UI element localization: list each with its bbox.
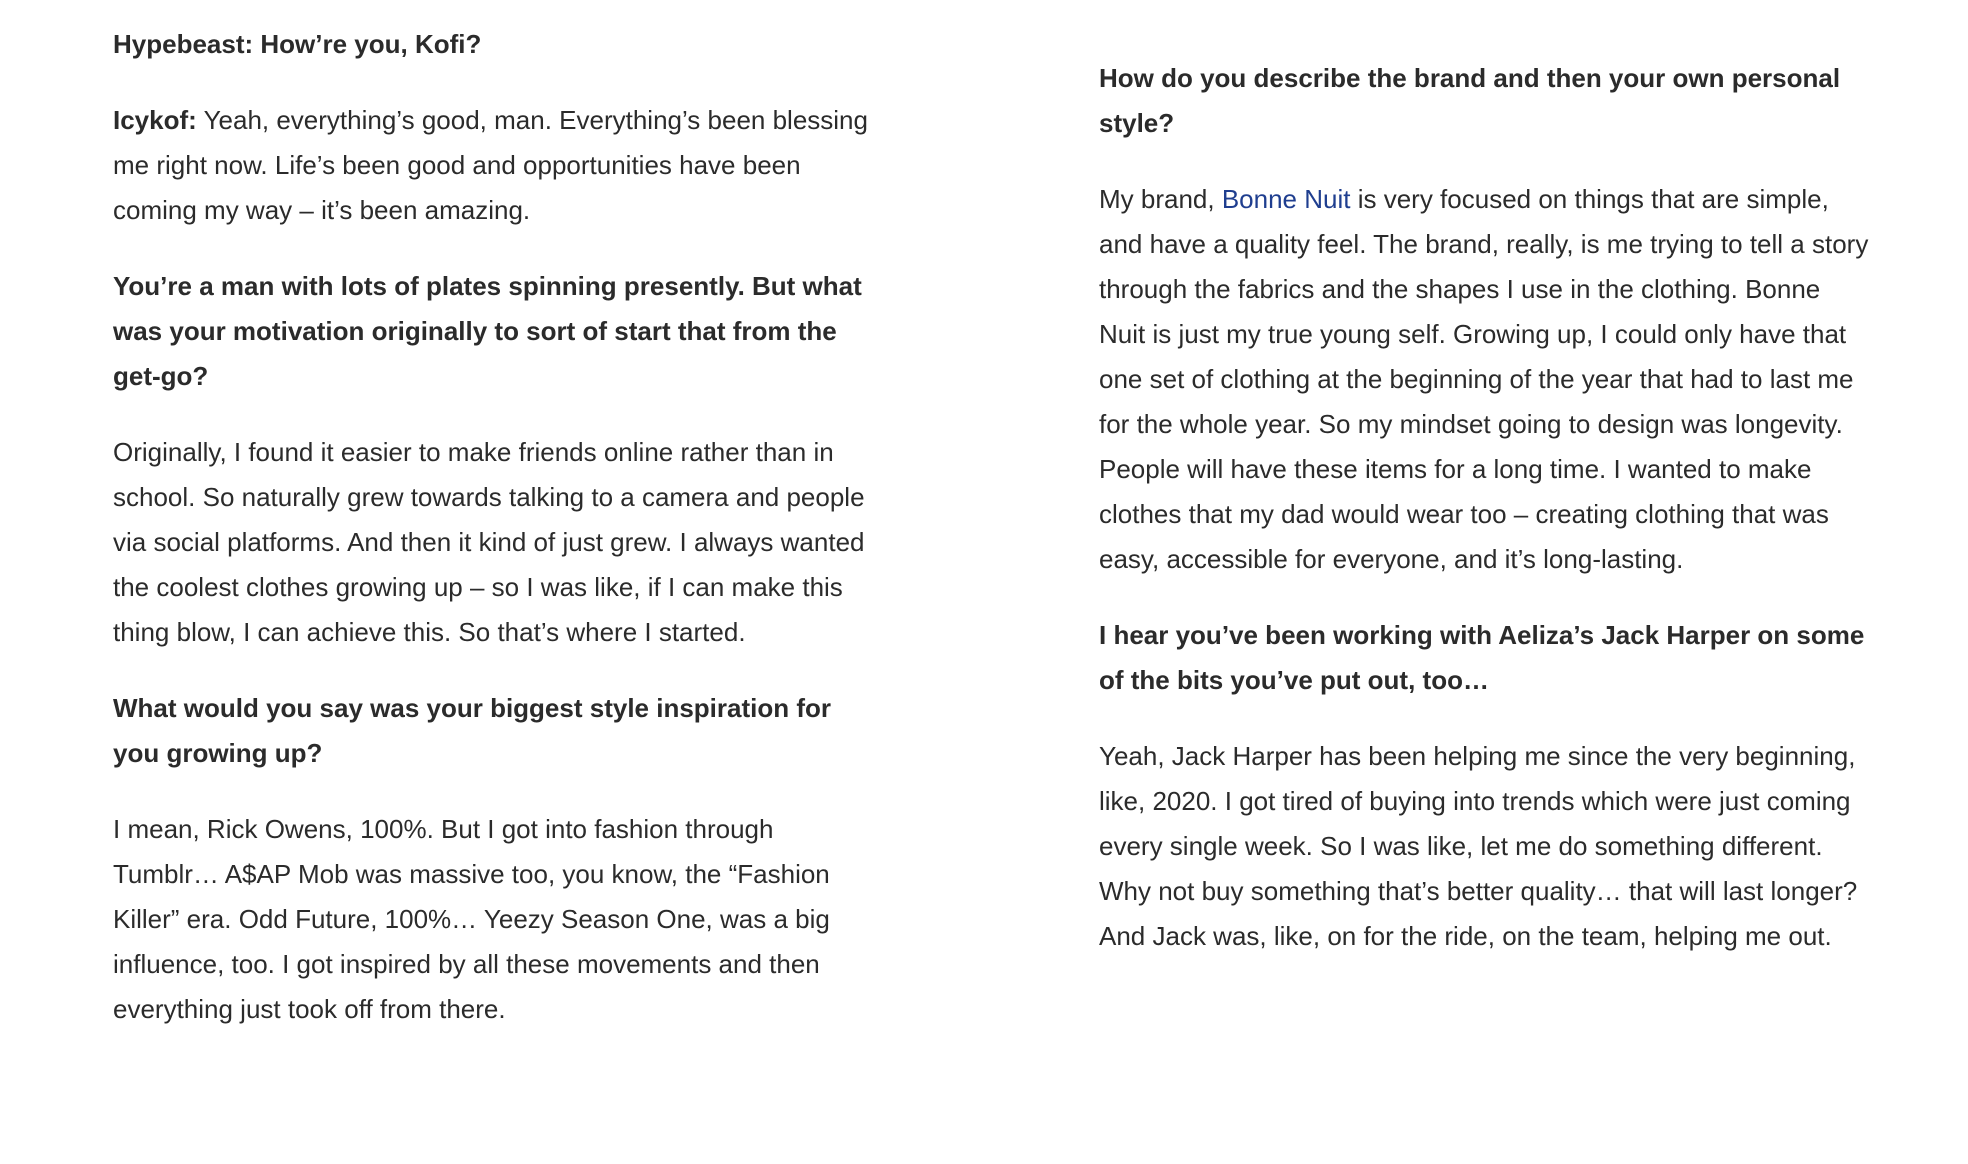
answer-brand-suffix: is very focused on things that are simple, and have a quality feel. The brand, really, is me trying to tell a story through the fabrics and the shapes I use in the clothing. Bonne Nuit is just my true young self. Growing up, I could only have that one set of clothing at the beginning of the year that had to last me for the whole year. So my mindset going to design was longevity. People will have these items for a long time. I wanted to make clothes that my dad would wear too – creating clothing that was easy, accessible for everyone, and it’s long-lasting. xyxy=(1099,184,1869,574)
answer-jack-harper: Yeah, Jack Harper has been helping me since the very beginning, like, 2020. I got tired of buying into trends which were just coming every single week. So I was like, let me do something different. Why not buy something that’s better quality… that will last longer? And Jack was, like, on for the ride, on the team, helping me out. xyxy=(1099,741,1858,951)
answer-brand-prefix: My brand, xyxy=(1099,184,1222,214)
bonne-nuit-link[interactable]: Bonne Nuit xyxy=(1221,184,1351,214)
intro-question: Hypebeast: How’re you, Kofi? xyxy=(113,29,482,59)
answer-brand-style xyxy=(1099,177,1869,582)
right-column xyxy=(1099,0,1869,959)
question-brand-style: How do you describe the brand and then your own personal style? xyxy=(1099,63,1841,138)
question-motivation: You’re a man with lots of plates spinning presently. But what was your motivation originally to sort of start that from the get-go? xyxy=(113,271,862,391)
answer-speaker-label: Icykof: xyxy=(113,105,197,135)
intro-answer-text: Yeah, everything’s good, man. Everything’s been blessing me right now. Life’s been good and opportunities have been coming my way – it’s been amazing. xyxy=(113,105,868,225)
left-column xyxy=(113,0,873,1032)
question-style-inspiration: What would you say was your biggest style inspiration for you growing up? xyxy=(113,693,831,768)
answer-style-inspiration: I mean, Rick Owens, 100%. But I got into fashion through Tumblr… A$AP Mob was massive too, you know, the “Fashion Killer” era. Odd Future, 100%… Yeezy Season One, was a big influence, too. I got inspired by all these movements and then everything just took off from there. xyxy=(113,814,830,1024)
question-jack-harper: I hear you’ve been working with Aeliza’s Jack Harper on some of the bits you’ve put out, too… xyxy=(1099,620,1865,695)
answer-motivation: Originally, I found it easier to make friends online rather than in school. So naturally grew towards talking to a camera and people via social platforms. And then it kind of just grew. I always wanted the coolest clothes growing up – so I was like, if I can make this thing blow, I can achieve this. So that’s where I started. xyxy=(113,437,865,647)
intro-answer xyxy=(113,98,873,233)
